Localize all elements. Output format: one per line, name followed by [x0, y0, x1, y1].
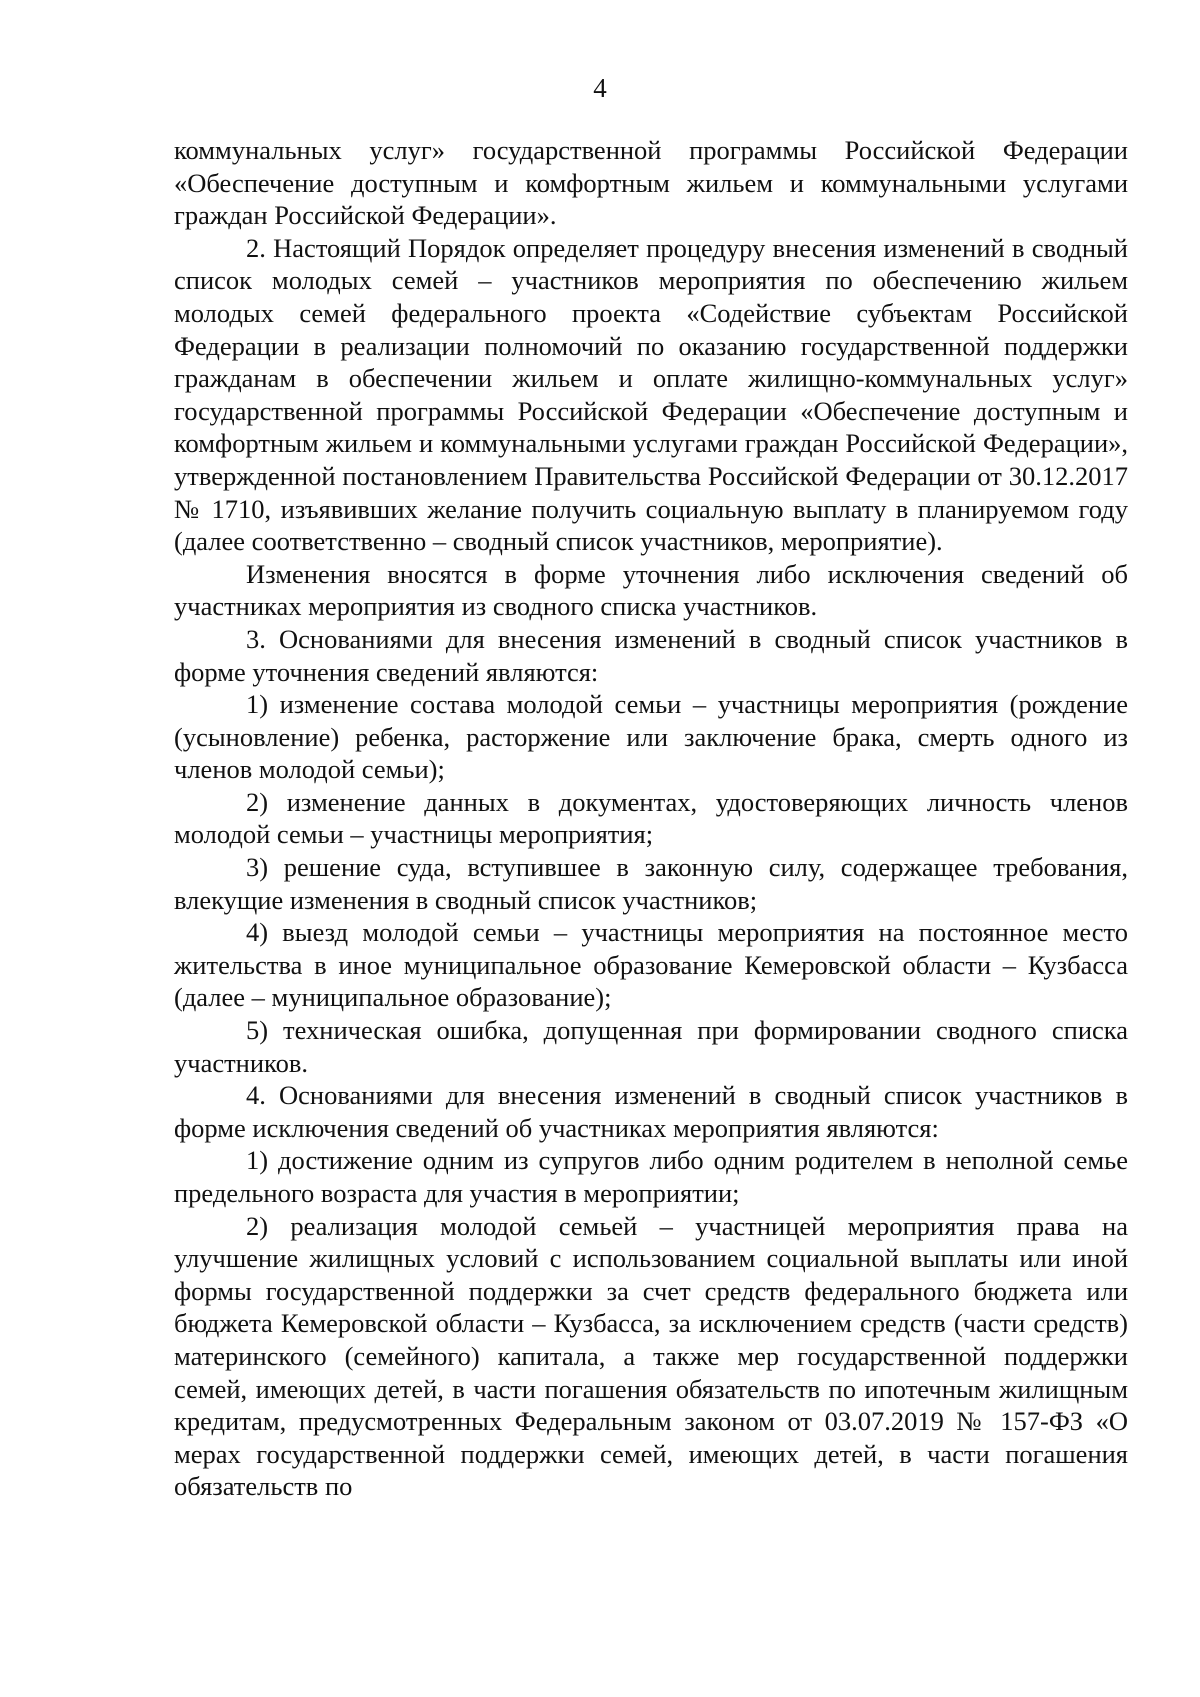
paragraph-continuation: коммунальных услуг» государственной программы Российской Федерации «Обеспечение доступным и комфортным жильем и коммунальными услугами граждан Российской Федерации». — [174, 135, 1128, 231]
list-item-3-2: 2) изменение данных в документах, удостоверяющих личность членов молодой семьи – участницы мероприятия; — [174, 786, 1128, 850]
list-item-3-4: 4) выезд молодой семьи – участницы мероприятия на постоянное место жительства в иное муниципальное образование Кемеровской области – Кузбасса (далее – муниципальное образование); — [174, 917, 1128, 1013]
list-item-3-1: 1) изменение состава молодой семьи – участницы мероприятия (рождение (усыновление) ребенка, расторжение или заключение брака, смерть одного из членов молодой семьи); — [174, 689, 1128, 785]
list-item-4-2: 2) реализация молодой семьей – участницей мероприятия права на улучшение жилищных условий с использованием социальной выплаты или иной формы государственной поддержки за счет средств федерального бюджета или бюджета Кемеровской области – Кузбасса, за исключением средств (части средств) материнского (семейного) капитала, а также мер государственной поддержки семей, имеющих детей, в части погашения обязательств по ипотечным жилищным кредитам, предусмотренных Федеральным законом от 03.07.2019 № 157-ФЗ «О мерах государственной поддержки семей, имеющих детей, в части погашения обязательств по — [174, 1210, 1128, 1502]
paragraph-changes-form: Изменения вносятся в форме уточнения либо исключения сведений об участниках мероприятия из сводного списка участников. — [174, 558, 1128, 622]
paragraph-clause-4: 4. Основаниями для внесения изменений в сводный список участников в форме исключения сведений об участниках мероприятия являются: — [174, 1080, 1128, 1143]
document-body — [174, 134, 1128, 1503]
paragraph-clause-2: 2. Настоящий Порядок определяет процедуру внесения изменений в сводный список молодых семей – участников мероприятия по обеспечению жильем молодых семей федерального проекта «Содействие субъектам Российской Федерации в реализации полномочий по оказанию государственной поддержки гражданам в обеспечении жильем и оплате жилищно-коммунальных услуг» государственной программы Российской Федерации «Обеспечение доступным и комфортным жильем и коммунальными услугами граждан Российской Федерации», утвержденной постановлением Правительства Российской Федерации от 30.12.2017 № 1710, изъявивших желание получить социальную выплату в планируемом году (далее соответственно – сводный список участников, мероприятие). — [174, 232, 1128, 557]
paragraph-clause-3: 3. Основаниями для внесения изменений в сводный список участников в форме уточнения сведений являются: — [174, 623, 1128, 687]
list-item-3-5: 5) техническая ошибка, допущенная при формировании сводного списка участников. — [174, 1015, 1128, 1078]
page-number: 4 — [593, 73, 607, 103]
list-item-3-3: 3) решение суда, вступившее в законную силу, содержащее требования, влекущие изменения в сводный список участников; — [174, 852, 1128, 915]
list-item-4-1: 1) достижение одним из супругов либо одним родителем в неполной семье предельного возраста для участия в мероприятии; — [174, 1145, 1128, 1208]
